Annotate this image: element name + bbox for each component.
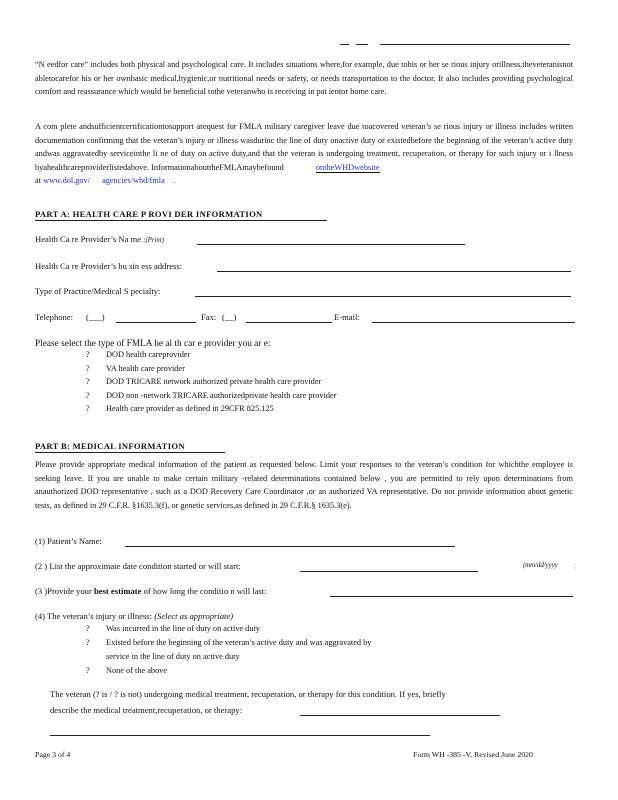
part-b-heading: PART B: MEDICAL INFORMATION (35, 441, 185, 451)
dol-link[interactable]: www.dol.gov/ (43, 176, 91, 186)
certification-paragraph-text: A com plete andsufficientcertificationtosupport arequest for FMLA military caregiver leave due toacovered veteran’s se rious injury or illness includes written documentation confirming that the veteran’s injury or illness wasdurinc the line of duty onactive duty or existedbefore the beginning of the veteran’s active duty andwas aggravatedby serviceinthe li ne of duty on active duty,and that the veteran is undergoing treatment, recuperation, or therapy for such injury or i llness byahealthcareproviderlistedabove. InformationabouttheFMLAmaybefound (35, 122, 573, 172)
practice-type-label: Type of Practice/Medical S pecialty: (35, 286, 161, 296)
fax-area-code[interactable]: (__) (222, 312, 237, 322)
part-b-intro: Please provide appropriate medical information of the patient as requested below. Limit your responses to the veteran’s condition for whichthe employee is seeking leave. If you are unable to make certain military -related determinations contained below , you are permitted to rely upon determinations from anauthorized DOD representative , such as a DOD Recovery Care Coordinator ,or an authorized VA representative. Do not provide information about genetic tests, as defined in 29 C.F.R. §1635.3(f), or genetic services,as defined in 29 C.F.R.§ 1635.3(e). (35, 460, 573, 510)
checkbox-icon[interactable]: ? (86, 666, 90, 675)
checkbox-icon[interactable]: ? (86, 638, 90, 647)
date-hint-end: ; (574, 562, 576, 570)
patient-name-field[interactable] (125, 546, 455, 547)
certification-paragraph (35, 120, 573, 188)
option-cfr-provider[interactable]: ? Health care provider as defined in 29CFR 825.125 (86, 404, 274, 413)
part-a-heading-underline (35, 220, 327, 221)
telephone-field[interactable] (116, 322, 196, 323)
page-number: Page 3 of 4 (35, 750, 71, 759)
practice-type-field[interactable] (195, 296, 571, 297)
provider-address-field[interactable] (217, 271, 571, 272)
best-estimate-text: best estimate (93, 586, 142, 596)
injury-options (86, 624, 371, 680)
telephone-label: Telephone: (35, 312, 74, 322)
header-short-line-2 (356, 44, 368, 45)
duration-field[interactable] (330, 596, 573, 597)
option-existed-before-cont: service in the line of duty on active duty (106, 652, 240, 661)
need-for-care-paragraph: “N eedfor care” includes both physical and psychological care. It includes situations where,for example, due tohis or her se rious injury orillness,theveteranisnot abletocarefor his or her ownbasic medical,hygienic,or nutritional needs or safety, or needs transportation to the doctor. It also includes providing psychological comfort and reassurance which would be beneficial tothe veteranwho is receiving in pat ientor home care. (35, 60, 573, 97)
telephone-area-code[interactable]: (___) (86, 312, 105, 322)
option-va-provider[interactable]: ? VA health care provider (86, 363, 185, 373)
whd-website-link[interactable]: ontheWHDwebsite (315, 162, 380, 172)
start-date-field[interactable] (300, 571, 478, 572)
header-short-line-1 (340, 44, 349, 45)
option-none[interactable]: ? None of the above (86, 666, 168, 675)
option-line-of-duty[interactable]: ? Was incurred in the line of duty on active duty (86, 624, 260, 633)
option-tricare-non-network[interactable]: ? DOD non -network TRICARE authorizedprivate health care provider (86, 390, 337, 400)
email-label: E-mail: (334, 312, 360, 322)
treatment-describe-label: describe the medical treatment,recuperation, or therapy: (50, 705, 243, 715)
header-long-line (380, 44, 570, 45)
treatment-question: The veteran (? is / ? is not) undergoing medical treatment, recuperation, or therapy for this condition. If yes, briefly (50, 689, 446, 699)
part-b-heading-underline (35, 452, 225, 453)
fax-field[interactable] (246, 322, 332, 323)
treatment-field-1[interactable] (300, 715, 500, 716)
start-date-label: (2 ) List the approximate date condition started or will start: (35, 561, 241, 571)
option-dod-provider[interactable]: ? DOD health careprovider (86, 350, 191, 359)
provider-type-options (86, 350, 336, 418)
provider-name-field[interactable] (197, 244, 465, 245)
provider-type-prompt: Please select the type of FMLA he al th car e provider you ar e: (35, 339, 271, 349)
form-revision: Form WH -385 -V, Revised June 2020 (413, 750, 533, 759)
checkbox-icon[interactable]: ? (86, 624, 90, 633)
checkbox-icon[interactable]: ? (86, 363, 90, 373)
checkbox-icon[interactable]: ? (86, 404, 90, 413)
provider-address-label: Health Ca re Provider’s bu sin ess address: (35, 261, 183, 271)
checkbox-icon[interactable]: ? (86, 377, 90, 386)
period-text: . (172, 176, 175, 186)
checkbox-icon[interactable]: ? (86, 390, 90, 400)
patient-name-label: (1) Patient’s Name: (35, 536, 102, 546)
fax-label: Fax: (201, 312, 217, 322)
print-hint: :(Print) (143, 237, 164, 244)
at-text: at (35, 176, 41, 186)
date-format-hint: (mm/dd/yyyy (523, 562, 558, 569)
duration-label: (3 )Provide your best estimate of how long the conditio n will last: (35, 586, 267, 596)
option-existed-before[interactable]: ? Existed before the beginning of the veteran’s active duty and was aggravated by (86, 638, 372, 647)
email-field[interactable] (372, 322, 575, 323)
fmla-link[interactable]: agencies/whd/fmla (102, 176, 165, 186)
checkbox-icon[interactable]: ? (86, 350, 90, 359)
treatment-field-2[interactable] (50, 735, 430, 736)
part-a-heading: PART A: HEALTH CARE P ROVI DER INFORMATION (35, 209, 263, 219)
provider-name-label: Health Ca re Provider’s Na me :(Print) (35, 234, 164, 244)
injury-label: (4) The veteran’s injury or illness: (Select as appropriate) (35, 611, 234, 621)
select-hint: (Select as appropriate) (154, 611, 234, 621)
option-tricare-network[interactable]: ? DOD TRICARE network authorized private health care provider (86, 377, 322, 386)
